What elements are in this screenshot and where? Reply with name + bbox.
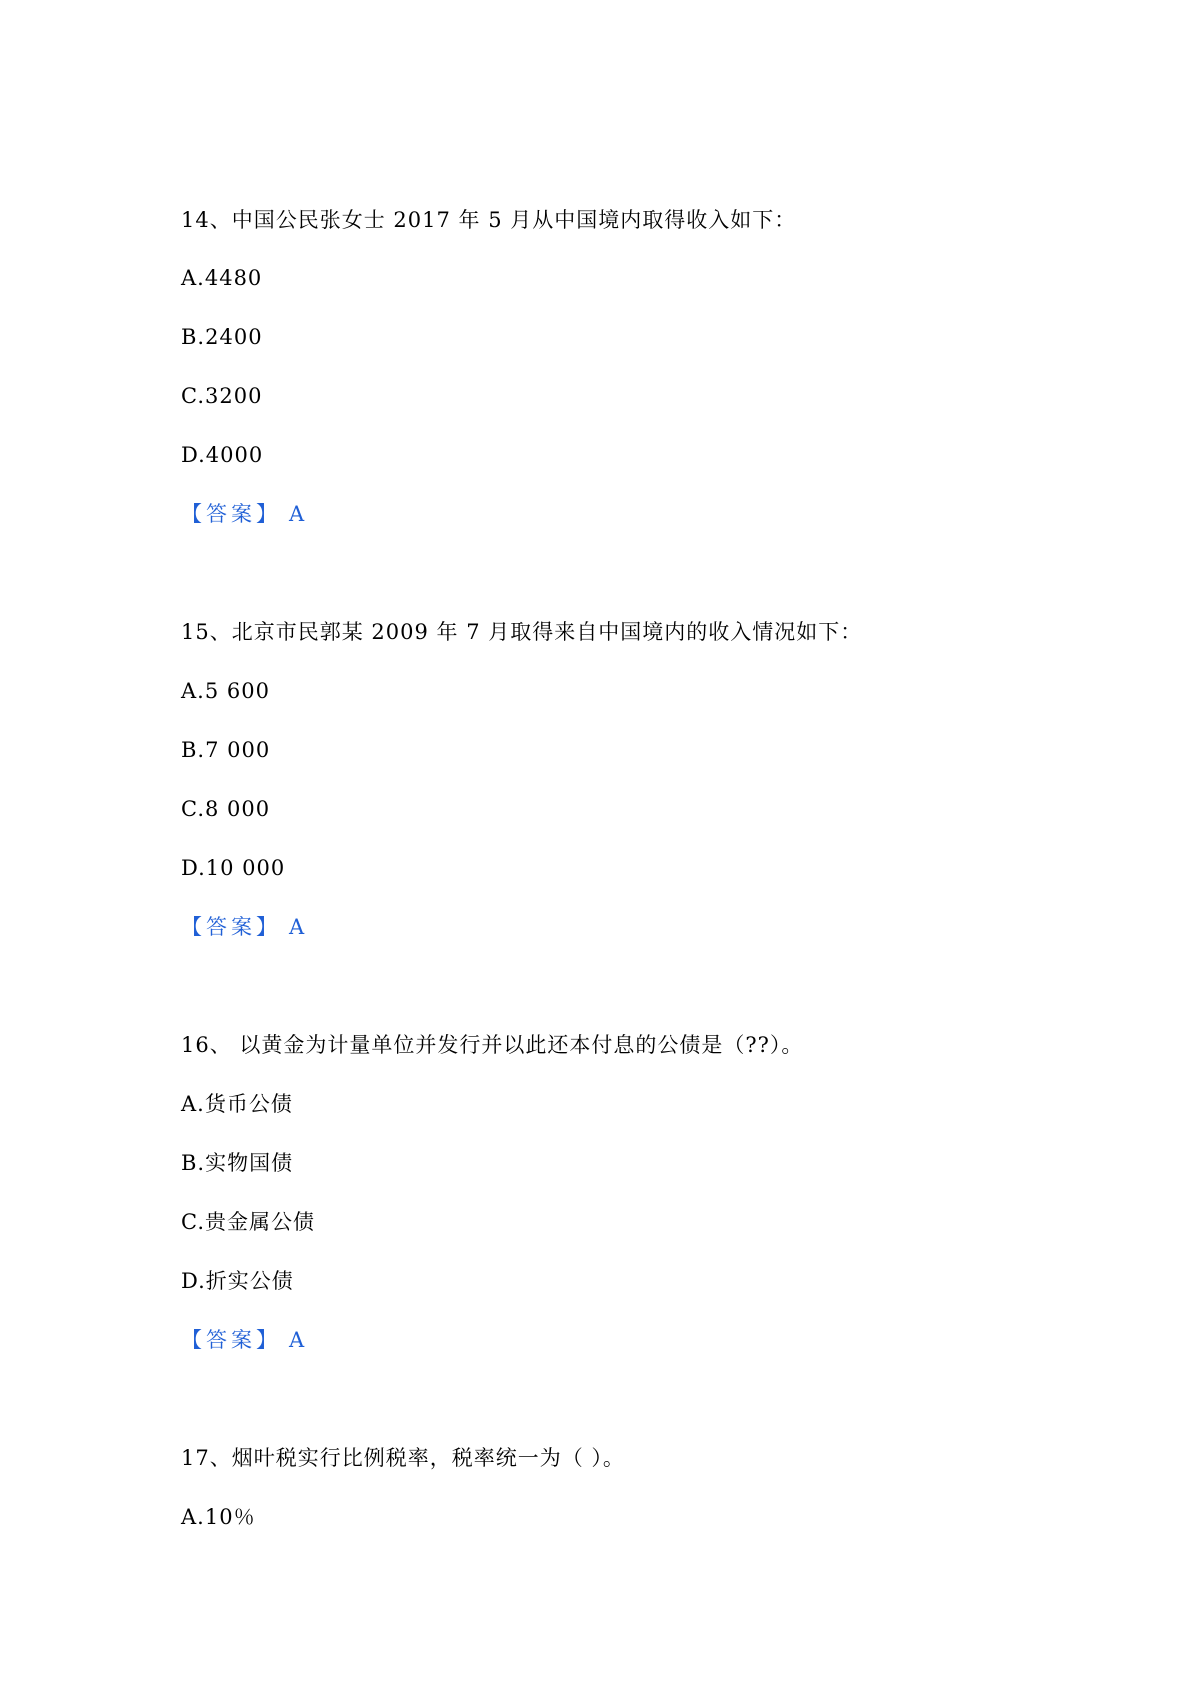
question-17-option-a: A.10％: [181, 1505, 256, 1529]
question-14-option-b: B.2400: [181, 325, 263, 349]
question-14-answer: [181, 499, 305, 529]
question-15-answer: [181, 912, 305, 942]
question-17-stem: 17、烟叶税实行比例税率，税率统一为（ ）。: [181, 1446, 625, 1470]
question-14-option-d: D.4000: [181, 443, 264, 467]
answer-label: 【答案】: [181, 502, 281, 526]
question-16-option-a: A.货币公债: [181, 1092, 293, 1116]
question-15-option-b: B.7 000: [181, 738, 271, 762]
question-16-stem: 16、 以黄金为计量单位并发行并以此还本付息的公债是（??）。: [181, 1033, 804, 1057]
question-15-option-a: A.5 600: [181, 679, 270, 703]
question-16-option-c: C.贵金属公债: [181, 1210, 315, 1234]
answer-label: 【答案】: [181, 1328, 281, 1352]
question-16-option-d: D.折实公债: [181, 1269, 294, 1293]
question-16-option-b: B.实物国债: [181, 1151, 294, 1175]
answer-value: A: [289, 1328, 306, 1352]
answer-value: A: [289, 502, 306, 526]
question-15-option-d: D.10 000: [181, 856, 286, 880]
question-14-stem: 14、中国公民张女士 2017 年 5 月从中国境内取得收入如下：: [181, 208, 797, 232]
question-16-answer: [181, 1325, 305, 1355]
question-14-option-c: C.3200: [181, 384, 263, 408]
answer-label: 【答案】: [181, 915, 281, 939]
question-15-stem: 15、北京市民郭某 2009 年 7 月取得来自中国境内的收入情况如下：: [181, 620, 863, 644]
question-14-option-a: A.4480: [181, 266, 263, 290]
question-15-option-c: C.8 000: [181, 797, 271, 821]
answer-value: A: [289, 915, 306, 939]
